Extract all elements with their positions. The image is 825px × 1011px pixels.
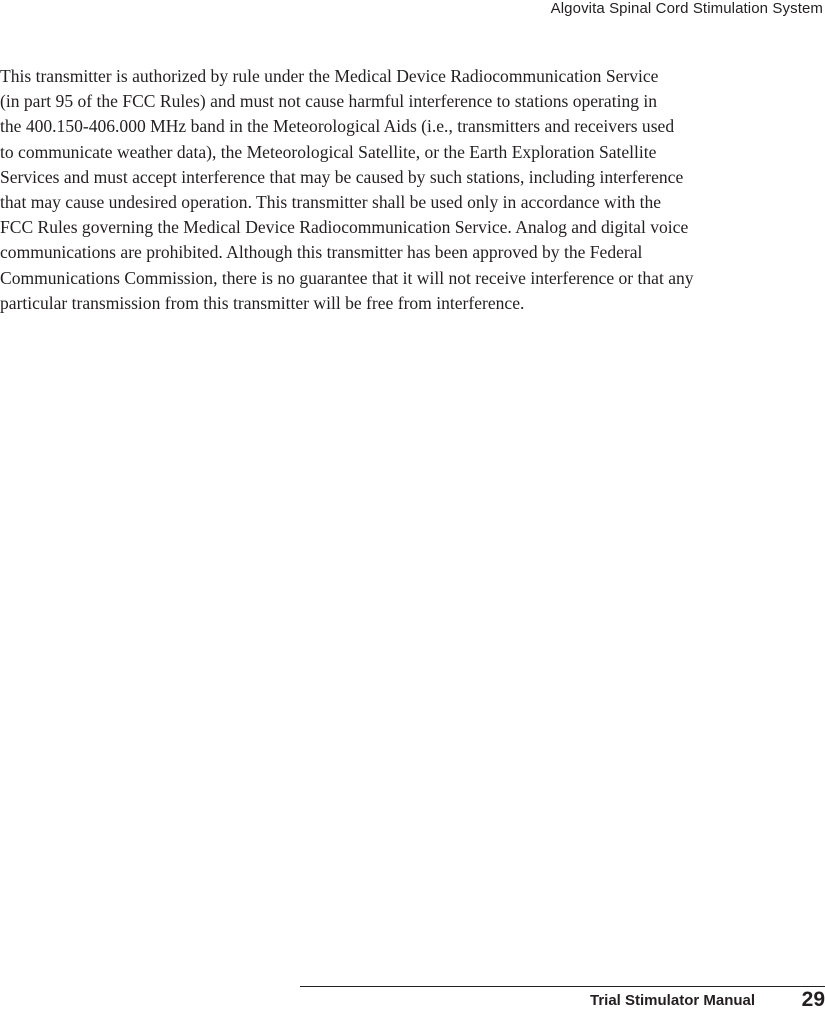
footer-divider [300, 986, 825, 987]
paragraph-line: This transmitter is authorized by rule under the Medical Device Radiocommunication Service [0, 66, 659, 86]
paragraph-line: that may cause undesired operation. This transmitter shall be used only in accordance with the [0, 192, 662, 213]
paragraph-line: communications are prohibited. Although this transmitter has been approved by the Federal [0, 242, 643, 263]
paragraph-line: particular transmission from this transmitter will be free from interference. [0, 292, 525, 313]
paragraph-line: the 400.150-406.000 MHz band in the Meteorological Aids (i.e., transmitters and receivers used [0, 116, 675, 137]
paragraph-line: Services and must accept interference that may be caused by such stations, including interference [0, 166, 684, 187]
running-header: Algovita Spinal Cord Stimulation System [550, 0, 823, 17]
paragraph-line: to communicate weather data), the Meteorological Satellite, or the Earth Exploration Satellite [0, 141, 657, 162]
paragraph-line: FCC Rules governing the Medical Device Radiocommunication Service. Analog and digital voice [0, 217, 689, 238]
paragraph-line: (in part 95 of the FCC Rules) and must not cause harmful interference to stations operating in [0, 91, 658, 112]
fcc-notice-paragraph [0, 64, 825, 316]
footer-manual-title: Trial Stimulator Manual [590, 992, 756, 1009]
paragraph-line: Communications Commission, there is no guarantee that it will not receive interference or that any [0, 267, 694, 288]
page-number: 29 [801, 988, 825, 1011]
